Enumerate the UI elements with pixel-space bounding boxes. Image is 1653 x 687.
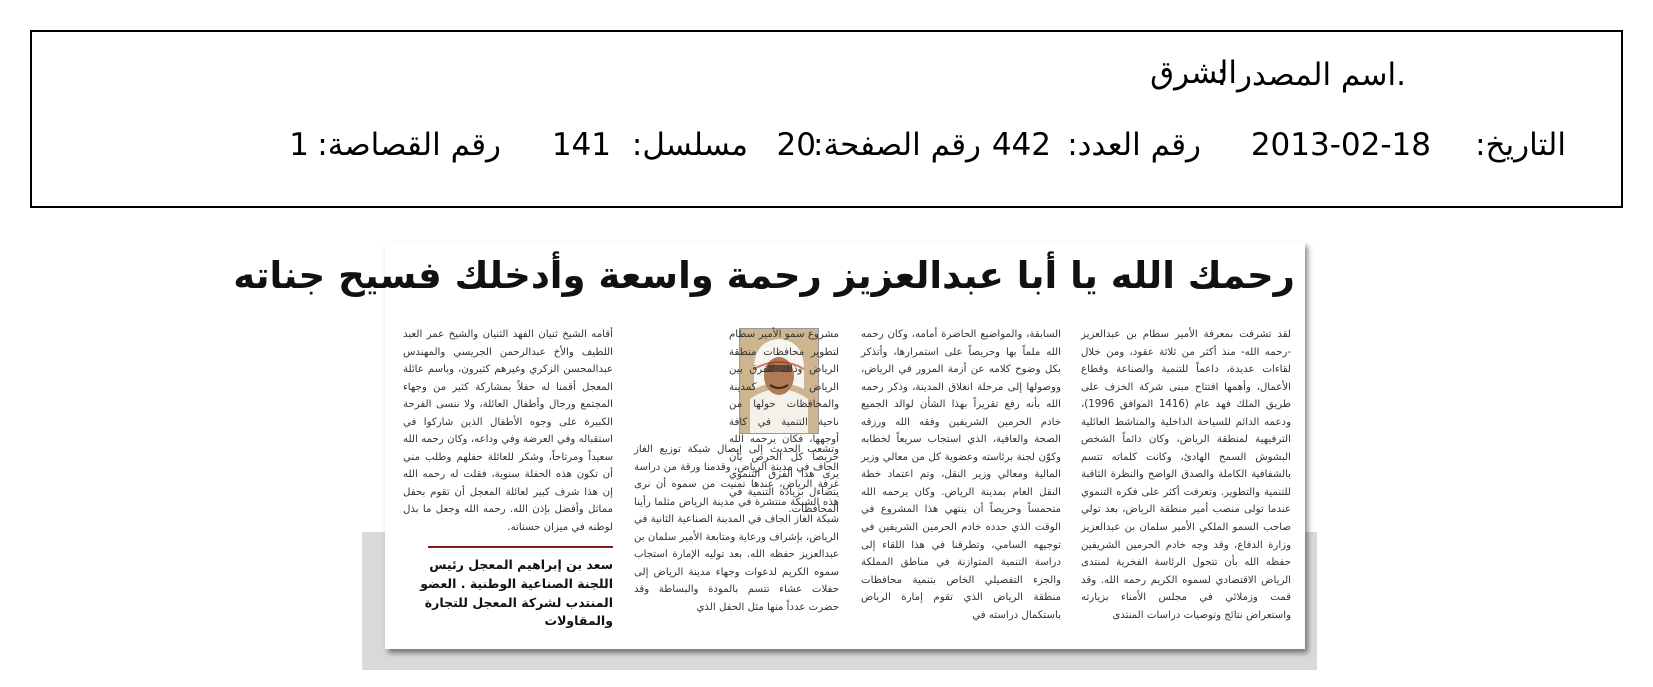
issue-label: رقم العدد: bbox=[1067, 127, 1201, 163]
article-column-4: أقامه الشيخ ثنيان الفهد الثنيان والشيخ عمر العبد اللطيف والأخ عبدالرحمن الجريسي والمهندس عبدالمحسن الزكري وغيرهم كثيرون، وباسم عائلة المعجل أقمنا له حفلاً بمشاركة كثير من وجهاء المجتمع ورجال وأطفال العائلة، ولا ننسى الفرحة الكبيرة على وجوه الأطفال الذين شاركوا في استقباله وفي العرضة وفي وداعه، وكان رحمه الله سعيداً ومرتاحاً، وشكر للعائلة حفلهم وطلب مني أن تكون هذه الحفلة سنوية، فقلت له رحمه الله إن هذا شرف كبير لعائلة المعجل أن تقوم بحفل مماثل وأفضل بإذن الله. رحمه الله وجعل ما بذل لوطنه في ميزان حسناته. bbox=[403, 329, 613, 534]
serial-label: مسلسل: bbox=[631, 127, 748, 163]
author-byline: سعد بن إبراهيم المعجل رئيس اللجنة الصناعية الوطنية . العضو المنتدب لشركة المعجل للتجارة والمقاولات bbox=[420, 557, 613, 629]
source-label: .اسم المصدر : bbox=[1216, 57, 1406, 93]
article-column-2: السابقة، والمواضيع الحاضرة أمامه، وكان رحمه الله ملماً بها وحريصاً على استمرارها، وأتذكر بكل وضوح كلامه عن أزمة المرور في الرياض، ووصولها إلى مرحلة انغلاق المدينة، وذكر رحمه الله بأنه رفع تقريراً بهذا الشأن لوالد الجميع خادم الحرمين الشريفين وفقه الله ورزقه الصحة والعافية، الذي استجاب سريعاً لخطابه وكوّن لجنة برئاسته وعضوية كل من معالي وزير المالية ومعالي وزير النقل، وتم اعتماد خطة النقل العام بمدينة الرياض. وكان يرحمه الله متحمساً وحريصاً أن ينتهي هذا المشروع في الوقت الذي حدده خادم الحرمين الشريفين في توجيهه السامي، وتطرقنا في هذا اللقاء إلى دراسة التنمية المتوازنة في مناطق المملكة والجزء التفصيلي الخاص بتنمية محافظات منطقة الرياض الذي تقوم إمارة الرياض باستكمال دراسته في bbox=[861, 329, 1061, 621]
issue-value: 442 bbox=[991, 127, 1051, 163]
serial-value: 141 bbox=[551, 127, 611, 163]
article-column-1: لقد تشرفت بمعرفة الأمير سطام بن عبدالعزيز -رحمه الله- منذ أكثر من ثلاثة عقود، ومن خلال لقاءات عديدة، داعماً للتنمية والصناعة وقطاع الأعمال، وأهمها افتتاح مبنى شركة الخزف على طريق الملك فهد عام (1416 الموافق 1996)، ودعمه الدائم للسياحة الداخلية والمناشط العائلية الترفيهية لمنطقة الرياض، وكان دائماً الشخص البشوش السمح الهادئ، وكانت كلماته تتسم بالشفافية الكاملة والصدق الواضح والنظرة الثاقبة للتنمية والتطوير. وتعرفت أكثر على فكره التنموي عندما تولى منصب أمير منطقة الرياض، بعد تولي صاحب السمو الملكي الأمير سلمان بن عبدالعزيز وزارة الدفاع، وقد وجه خادم الحرمين الشريفين حفظه الله بأن تتحول الرئاسة الفخرية لمنتدى الرياض الاقتصادي لسموه الكريم رحمه الله. وقد قمت وزملائي في مجلس الأمناء بزيارته واستعراض نتائج وتوصيات دراسات المنتدى bbox=[1081, 329, 1291, 621]
source-value: الشرق bbox=[1150, 55, 1237, 91]
date-label: التاريخ: bbox=[1475, 127, 1566, 163]
byline-divider bbox=[428, 546, 613, 548]
newspaper-clipping bbox=[233, 242, 1305, 649]
clip-value: 1 bbox=[289, 127, 309, 163]
page-label: رقم الصفحة: bbox=[813, 127, 981, 163]
article-headline: رحمك الله يا أبا عبدالعزيز رحمة واسعة وأدخلك فسيح جناته bbox=[233, 254, 1295, 297]
source-info-box bbox=[30, 30, 1623, 208]
article-column-3-top: مشروع سمو الأمير سطام لتطوير محافظات منطقة الرياض وذلك للفرق بين الرياض كمدينة والمحافظات حولها من ناحية التنمية في كافة أوجهها، فكان يرحمه الله حريصاً كل الحرص بأن يرى هذا الفرق التنموي يتضاءل بزيادة التنمية في المحافظات. bbox=[729, 329, 839, 516]
article-column-3: وتشعب الحديث إلى إيصال شبكة توزيع الغاز الجاف في مدينة الرياض، وقدمنا ورقة من دراسة غرفة الرياض، عندها تمنيت من سموه أن نرى هذه الشبكة منتشرة في مدينة الرياض مثلما رأينا شبكة الغاز الجاف في المدينة الصناعية الثانية في الرياض، بإشراف ورعاية ومتابعة الأمير سلمان بن عبدالعزيز حفظه الله. بعد توليه الإمارة استجاب سموه الكريم لدعوات وجهاء مدينة الرياض إلى حفلات عشاء تتسم بالمودة والبساطة وقد حضرت عدداً منها مثل الحفل الذي bbox=[634, 444, 839, 613]
date-value: 2013-02-18 bbox=[1250, 127, 1431, 163]
clip-label: رقم القصاصة: bbox=[317, 127, 501, 163]
page-value: 20 bbox=[776, 127, 816, 163]
